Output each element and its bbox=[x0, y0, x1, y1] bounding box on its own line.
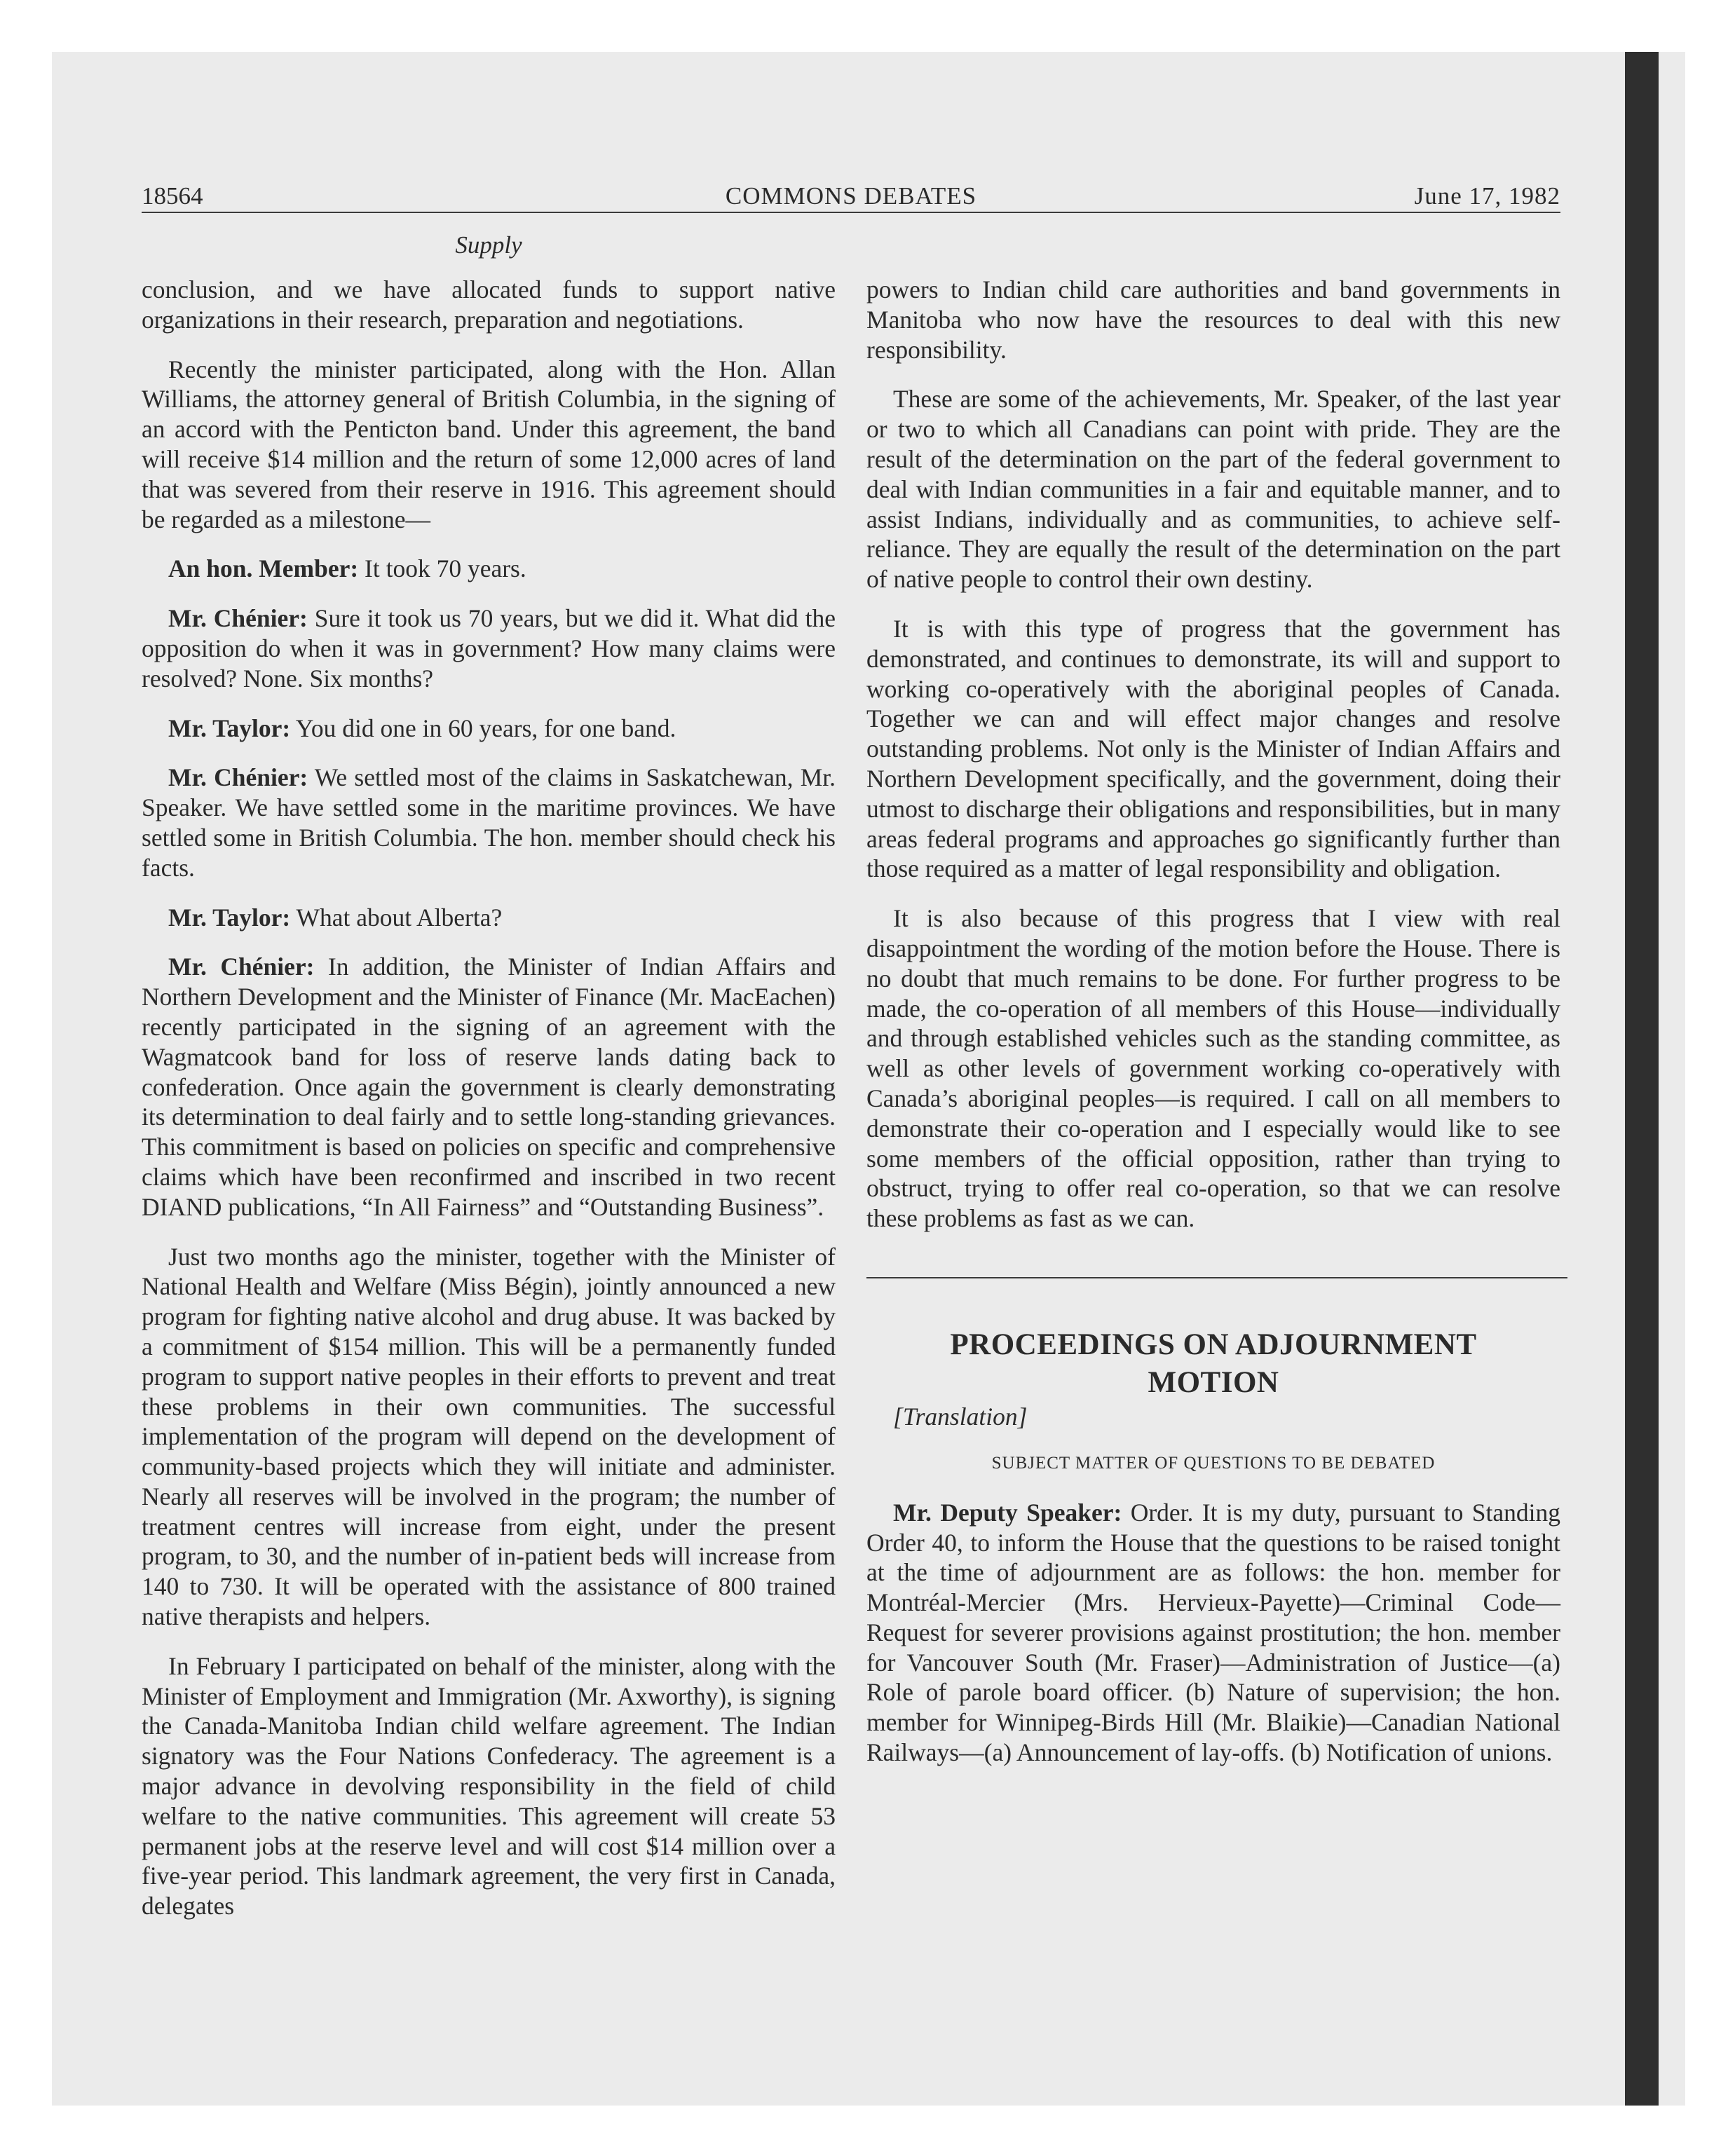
speech bbox=[142, 554, 836, 584]
paragraph-text: It is also because of this progress that I view with real disappointment the wording of the motion before the House. There is no doubt that much remains to be done. For further progress to be made, the co-operation of all members of this House—individually and through established vehicles such as the standing committee, as well as other levels of government working co-operatively with Canada’s aboriginal peoples—is required. I call on all members to demonstrate their co-operation and I especially would like to see some members of the official opposition, rather than trying to obstruct, trying to offer real co-operation, so that we can resolve these problems as fast as we can. bbox=[866, 904, 1560, 1233]
speech bbox=[142, 714, 836, 744]
paragraph-text: Just two months ago the minister, together with the Minister of National Health and Welfare (Miss Bégin), jointly announced a new program for fighting native alcohol and drug abuse. It was backed by a commitment of $154 million. This will be a permanently funded program to support native peoples in their efforts to prevent and treat these problems in their own communities. The successful implementation of the program will depend on the development of community-based projects which they will initiate and administer. Nearly all reserves will be involved in the program; the number of treatment centres will increase from eight, under the present program, to 30, and the number of in-patient beds will increase from 140 to 730. It will be operated with the assistance of 800 trained native therapists and helpers. bbox=[142, 1242, 836, 1631]
speech-text: In addition, the Minister of Indian Affairs and Northern Development and the Minister of Finance (Mr. MacEachen) recently participated in the signing of an agreement with the Wagmatcook band for loss of reserve lands dating back to confederation. Once again the government is clearly demonstrating its determination to deal fairly and to settle long-standing grievances. This commitment is based on policies on specific and comprehensive claims which have been reconfirmed and inscribed in two recent DIAND publications, “In All Fairness” and “Outstanding Business”. bbox=[142, 953, 836, 1221]
paragraph bbox=[142, 275, 836, 335]
speech-text: Order. It is my duty, pursuant to Standing Order 40, to inform the House that the questions to be raised tonight at the time of adjournment are as follows: the hon. member for Montréal-Mercier (Mrs. Hervieux-Payette)—Criminal Code—Request for severer provisions against prostitution; the hon. member for Vancouver South (Mr. Fraser)—Administration of Justice—(a) Role of parole board officer. (b) Nature of supervision; the hon. member for Winnipeg-Birds Hill (Mr. Blaikie)—Canadian National Railways—(a) Announcement of lay-offs. (b) Notification of unions. bbox=[866, 1498, 1560, 1767]
paragraph bbox=[866, 903, 1560, 1234]
paragraph-text: powers to Indian child care authorities and band governments in Manitoba who now have the resources to deal with this new responsibility. bbox=[866, 275, 1560, 364]
translation-note: [Translation] bbox=[893, 1402, 1028, 1431]
speaker-name: Mr. Chénier: bbox=[168, 763, 308, 792]
paragraph bbox=[142, 1651, 836, 1921]
speech-text: It took 70 years. bbox=[365, 554, 526, 583]
paragraph-text: These are some of the achievements, Mr. Speaker, of the last year or two to which all Canadians can point with pride. They are the result of the determination on the part of the federal government to deal with Indian communities in a fair and equitable manner, and to assist Indians, individually and as communities, to achieve self-reliance. They are equally the result of the determination on the part of native people to control their own destiny. bbox=[866, 385, 1560, 594]
running-header bbox=[142, 181, 1560, 212]
speech-text: We settled most of the claims in Saskatchewan, Mr. Speaker. We have settled some in the maritime provinces. We have settled some in British Columbia. The hon. member should check his facts. bbox=[142, 763, 836, 882]
paragraph bbox=[866, 614, 1560, 884]
proceedings-heading bbox=[866, 1326, 1560, 1402]
speech bbox=[866, 1498, 1560, 1768]
paragraph-text: conclusion, and we have allocated funds to support native organizations in their research, preparation and negotiations. bbox=[142, 275, 836, 334]
paragraph bbox=[142, 1242, 836, 1632]
section-separator bbox=[866, 1277, 1567, 1278]
speaker-name: An hon. Member: bbox=[168, 554, 359, 583]
speech bbox=[142, 763, 836, 882]
speech bbox=[142, 903, 836, 933]
paragraph bbox=[866, 275, 1560, 364]
speech bbox=[142, 603, 836, 693]
section-title: Supply bbox=[455, 231, 522, 259]
paragraph bbox=[142, 355, 836, 535]
left-column bbox=[142, 275, 836, 1941]
speaker-name: Mr. Chénier: bbox=[168, 953, 315, 981]
speech-text: What about Alberta? bbox=[296, 903, 503, 932]
subject-heading: SUBJECT MATTER OF QUESTIONS TO BE DEBATED bbox=[991, 1453, 1436, 1473]
speaker-name: Mr. Taylor: bbox=[168, 714, 291, 742]
issue-date: June 17, 1982 bbox=[1414, 182, 1560, 210]
proceedings-heading-line1: PROCEEDINGS ON ADJOURNMENT bbox=[950, 1328, 1477, 1361]
speech-text: Sure it took us 70 years, but we did it. What did the opposition do when it was in government? How many claims were resolved? None. Six months? bbox=[142, 604, 836, 692]
paragraph-text: Recently the minister participated, along with the Hon. Allan Williams, the attorney general of British Columbia, in the signing of an accord with the Penticton band. Under this agreement, the band will receive $14 million and the return of some 12,000 acres of land that was severed from their reserve in 1916. This agreement should be regarded as a milestone— bbox=[142, 355, 836, 533]
paragraph bbox=[866, 384, 1560, 594]
page-binding-edge bbox=[1625, 52, 1659, 2106]
publication-title: COMMONS DEBATES bbox=[725, 182, 977, 210]
speaker-name: Mr. Deputy Speaker: bbox=[893, 1498, 1122, 1527]
speaker-name: Mr. Taylor: bbox=[168, 903, 291, 932]
speaker-name: Mr. Chénier: bbox=[168, 604, 308, 633]
header-rule bbox=[142, 212, 1560, 213]
paragraph-text: It is with this type of progress that the government has demonstrated, and continues to demonstrate, its will and support to working co-operatively with the aboriginal peoples of Canada. Together we can and will effect major changes and resolve outstanding problems. Not only is the Minister of Indian Affairs and Northern Development specifically, and the government, doing their utmost to discharge their obligations and responsibilities, but in many areas federal programs and approaches go significantly further than those required as a matter of legal responsibility and obligation. bbox=[866, 614, 1560, 883]
proceedings-heading-line2: MOTION bbox=[1148, 1365, 1279, 1399]
page-number: 18564 bbox=[142, 182, 203, 210]
speech bbox=[142, 952, 836, 1222]
paragraph-text: In February I participated on behalf of the minister, along with the Minister of Employment and Immigration (Mr. Axworthy), is signing the Canada-Manitoba Indian child welfare agreement. The Indian signatory was the Four Nations Confederacy. The agreement is a major advance in devolving responsibility in the field of child welfare to the native communities. This agreement will create 53 permanent jobs at the reserve level and will cost $14 million over a five-year period. This landmark agreement, the very first in Canada, delegates bbox=[142, 1651, 836, 1920]
right-column bbox=[866, 275, 1560, 1787]
speech-text: You did one in 60 years, for one band. bbox=[295, 714, 676, 742]
